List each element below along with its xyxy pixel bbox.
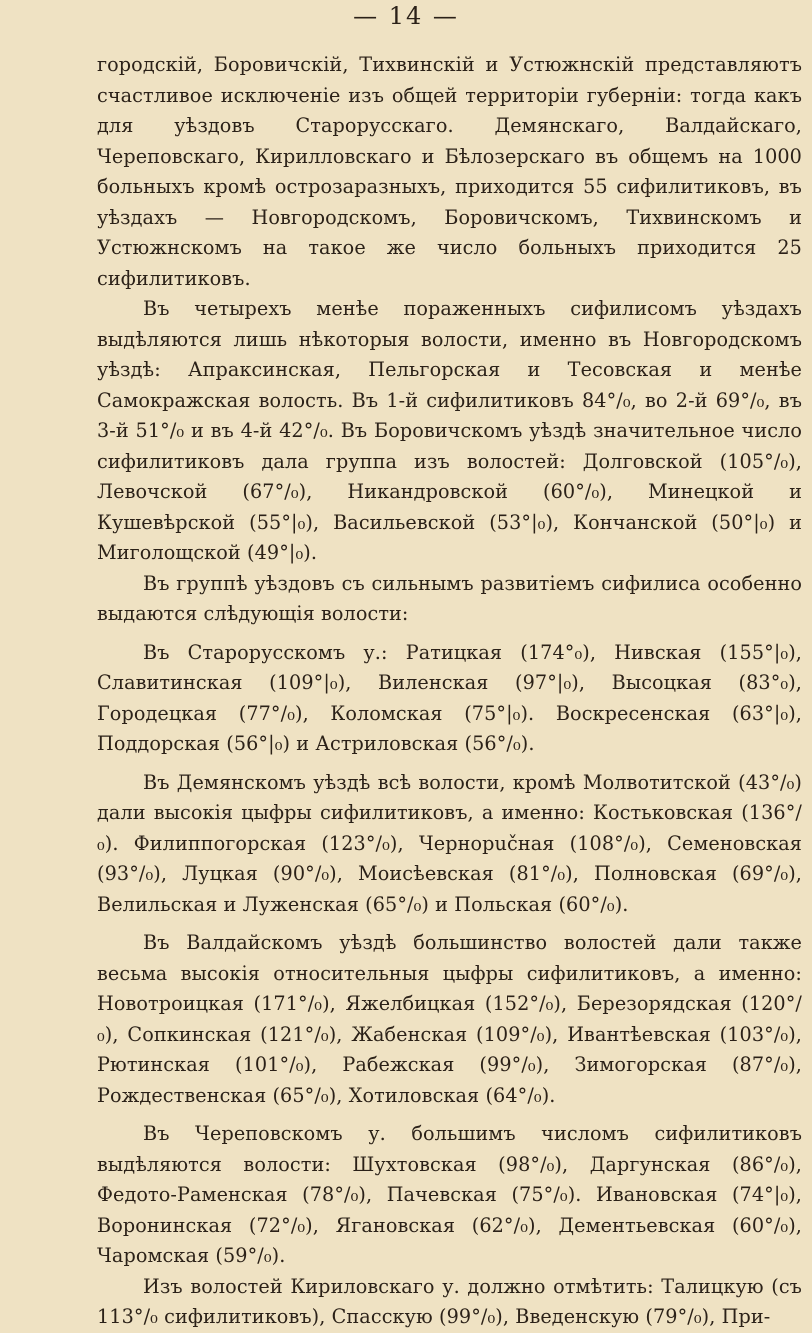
paragraph: Въ Валдайскомъ уѣздѣ большинство волостей дали также весьма высокія относительныя цыфры сифилитиковъ, а именно: Новотроицкая (171°/₀), Яжелбицкая (152°/₀), Березорядская (120°/₀), Сопкинская (121°/₀), Жабенская (109°/₀), Ивантѣевская (103°/₀), Рютинская (101°/₀), Рабежская (99°/₀), Зимогорская (87°/₀), Рождественская (65°/₀), Хотиловская (64°/₀). — [97, 931, 802, 1107]
paragraph: Въ четырехъ менѣе пораженныхъ сифилисомъ уѣздахъ выдѣляются лишь нѣкоторыя волости, именно въ Новгородскомъ уѣздѣ: Апраксинская, Пельгорская и Тесовская и менѣе Самокражская волость. Въ 1-й сифилитиковъ 84°/₀, во 2-й 69°/₀, въ 3-й 51°/₀ и въ 4-й 42°/₀. Въ Боровичскомъ уѣздѣ значительное число сифилитиковъ дала группа изъ волостей: Долговской (105°/₀), Левочской (67°/₀), Никандровской (60°/₀), Минецкой и Кушевѣрской (55°|₀), Васильевской (53°|₀), Кончанской (50°|₀) и Миголощской (49°|₀). — [97, 297, 802, 564]
paragraph: Въ Демянскомъ уѣздѣ всѣ волости, кромѣ Молвотитской (43°/₀) дали высокія цыфры сифилитиковъ, а именно: Костьковская (136°/₀). Филиппогорская (123°/₀), Чернорučная (108°/₀), Семеновская (93°/₀), Луцкая (90°/₀), Моисѣевская (81°/₀), Полновская (69°/₀), Велильская и Луженская (65°/₀) и Польская (60°/₀). — [97, 770, 802, 916]
page-number: — 14 — — [353, 2, 459, 30]
paragraph: городскій, Боровичскій, Тихвинскій и Устюжнскій представляютъ счастливое исключеніе изъ общей территоріи губерніи: тогда какъ для уѣздовъ Старорусскаго. Демянскаго, Валдайскаго, Череповскаго, Кирилловскаго и Бѣлозерскаго въ общемъ на 1000 больныхъ кромѣ острозаразныхъ, приходится 55 сифилитиковъ, въ уѣздахъ — Новгородскомъ, Боровичскомъ, Тихвинскомъ и Устюжнскомъ на такое же число больныхъ приходится 25 сифилитиковъ. — [97, 53, 802, 290]
paragraph: Въ группѣ уѣздовъ съ сильнымъ развитіемъ сифилиса особенно выдаются слѣдующія волости: — [97, 571, 802, 625]
paragraph: Изъ волостей Кириловскаго у. должно отмѣтить: Талицкую (съ 113°/₀ сифилитиковъ), Спасскую (99°/₀), Введенскую (79°/₀), При- — [97, 1274, 802, 1328]
paragraph: Въ Старорусскомъ у.: Ратицкая (174°₀), Нивская (155°|₀), Славитинская (109°|₀), Виленская (97°|₀), Высоцкая (83°₀), Городецкая (77°/₀), Коломская (75°|₀). Воскресенская (63°|₀), Поддорская (56°|₀) и Астриловская (56°/₀). — [97, 640, 802, 755]
paragraph: Въ Череповскомъ у. большимъ числомъ сифилитиковъ выдѣляются волости: Шухтовская (98°/₀), Даргунская (86°/₀), Федото-Раменская (78°/₀), Пачевская (75°/₀). Ивановская (74°|₀), Воронинская (72°/₀), Ягановская (62°/₀), Дементьевская (60°/₀), Чаромская (59°/₀). — [97, 1122, 802, 1267]
body-text — [97, 50, 802, 1333]
